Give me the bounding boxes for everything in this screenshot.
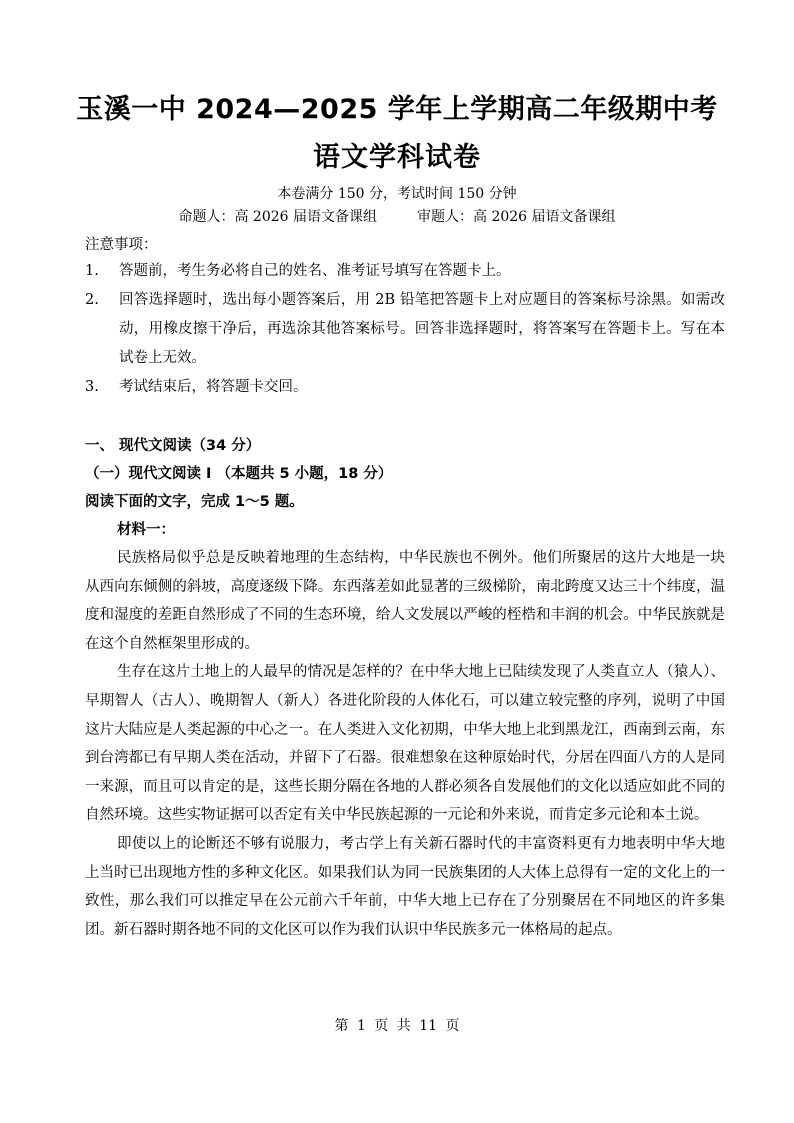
material-label: 材料一： [117,522,175,538]
passage-paragraph: 生存在这片土地上的人最早的情况是怎样的？在中华大地上已陆续发现了人类直立人（猿人）、早期智人（古人）、晚期智人（新人）各进化阶段的人体化石，可以建立较完整的序列，说明了中国这片大陆应是人类起源的中心之一。在人类进入文化初期，中华大地上北到黑龙江，西南到云南，东到台湾都已有早期人类在活动，并留下了石器。很难想象在这种原始时代，分居在四面八方的人是同一来源，而且可以肯定的是，这些长期分隔在各地的人群必须各自发展他们的文化以适应如此不同的自然环境。这些实物证据可以否定有关中华民族起源的一元论和外来说，而肯定多元论和本土说。 [85,664,725,824]
notice-list [85,257,725,402]
notice-item-number: 3. [85,379,99,395]
page-footer: 第 1 页 共 11 页 [334,1018,460,1034]
notice-item-number: 1. [85,263,99,279]
notice-item-text: 回答选择题时，选出每小题答案后，用 2B 铅笔把答题卡上对应题目的答案标号涂黑。如需改动，用橡皮擦干净后，再选涂其他答案标号。回答非选择题时，将答案写在答题卡上。写在本试卷上无效。 [119,292,725,366]
exam-subject-title: 语文学科试卷 [313,142,481,173]
exam-info: 本卷满分 150 分，考试时间 150 分钟 [277,186,517,202]
notice-item [85,373,725,402]
reviewer-info: 审题人：高 2026 届语文备课组 [417,209,616,225]
notice-item [85,286,725,373]
reading-instruction: 阅读下面的文字，完成 1～5 题。 [85,494,304,510]
section-heading: 一、 现代文阅读（34 分） [85,438,261,454]
passage-paragraph: 即使以上的论断还不够有说服力，考古学上有关新石器时代的丰富资料更有力地表明中华大地上当时已出现地方性的多种文化区。如果我们认为同一民族集团的人大体上总得有一定的文化上的一致性，那么我们可以推定早在公元前六千年前，中华大地上已存在了分别聚居在不同地区的许多集团。新石器时期各地不同的文化区可以作为我们认识中华民族多元一体格局的起点。 [85,835,725,938]
passage-paragraph: 民族格局似乎总是反映着地理的生态结构，中华民族也不例外。他们所聚居的这片大地是一块从西向东倾侧的斜坡，高度逐级下降。东西落差如此显著的三级梯阶，南北跨度又达三十个纬度，温度和湿度的差距自然形成了不同的生态环境，给人文发展以严峻的桎梏和丰润的机会。中华民族就是在这个自然框架里形成的。 [85,550,725,652]
notice-item-number: 2. [85,292,99,308]
notice-item-text: 答题前，考生务必将自己的姓名、准考证号填写在答题卡上。 [119,263,511,279]
exam-authors [0,207,794,227]
exam-title: 玉溪一中 2024—2025 学年上学期高二年级期中考 [76,94,718,125]
notice-heading: 注意事项： [85,237,158,253]
exam-content [85,231,725,944]
setter-info: 命题人：高 2026 届语文备课组 [178,209,377,225]
notice-item [85,257,725,286]
notice-item-text: 考试结束后，将答题卡交回。 [119,379,308,395]
subsection-heading: （一）现代文阅读 I （本题共 5 小题，18 分） [85,466,393,482]
